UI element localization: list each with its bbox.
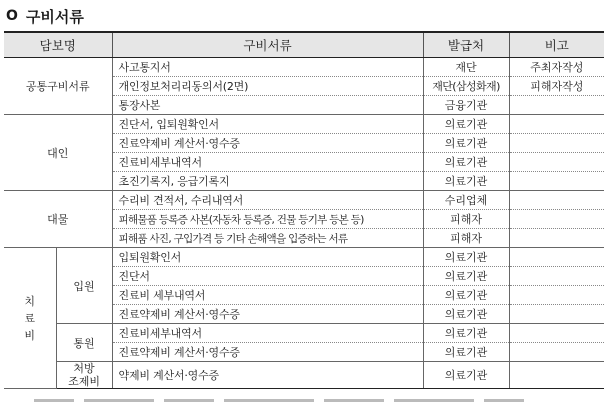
category-medical-expenses xyxy=(4,248,56,389)
document-name: 사고통지서 xyxy=(112,58,423,77)
remark xyxy=(509,115,604,134)
remark xyxy=(509,248,604,267)
subcategory-prescription xyxy=(56,362,112,389)
document-name: 진단서 xyxy=(112,267,423,286)
document-name: 진단서, 입퇴원확인서 xyxy=(112,115,423,134)
remark xyxy=(509,343,604,362)
issuer: 의료기관 xyxy=(423,305,509,324)
document-name: 피해품 사진, 구입가격 등 기타 손해액을 입증하는 서류 xyxy=(112,229,423,248)
category-bodily-injury: 대인 xyxy=(4,115,112,191)
document-name: 입퇴원확인서 xyxy=(112,248,423,267)
remark xyxy=(509,362,604,389)
table-row xyxy=(4,362,604,389)
issuer: 피해자 xyxy=(423,210,509,229)
remark xyxy=(509,191,604,210)
issuer: 재단 xyxy=(423,58,509,77)
issuer: 의료기관 xyxy=(423,343,509,362)
subcategory-inpatient: 입원 xyxy=(56,248,112,324)
remark xyxy=(509,153,604,172)
subcategory-prescription-line: 처방 xyxy=(73,362,95,375)
remark xyxy=(509,324,604,343)
category-property-damage: 대물 xyxy=(4,191,112,248)
document-name: 수리비 견적서, 수리내역서 xyxy=(112,191,423,210)
category-medical-char: 치 xyxy=(24,294,36,308)
category-common: 공통구비서류 xyxy=(4,58,112,115)
header-issuer: 발급처 xyxy=(423,32,509,58)
document-name: 약제비 계산서·영수증 xyxy=(112,362,423,389)
remark: 피해자작성 xyxy=(509,77,604,96)
category-medical-char: 비 xyxy=(24,328,36,342)
header-documents: 구비서류 xyxy=(112,32,423,58)
remark xyxy=(509,229,604,248)
subcategory-outpatient: 통원 xyxy=(56,324,112,362)
issuer: 의료기관 xyxy=(423,248,509,267)
document-name: 초진기록지, 응급기록지 xyxy=(112,172,423,191)
document-name: 진료비 세부내역서 xyxy=(112,286,423,305)
remark: 주최자작성 xyxy=(509,58,604,77)
header-row xyxy=(4,32,604,58)
header-remarks: 비고 xyxy=(509,32,604,58)
document-name: 진료약제비 계산서·영수증 xyxy=(112,134,423,153)
issuer: 의료기관 xyxy=(423,267,509,286)
issuer: 의료기관 xyxy=(423,153,509,172)
table-row xyxy=(4,324,604,343)
issuer: 의료기관 xyxy=(423,362,509,389)
issuer: 피해자 xyxy=(423,229,509,248)
issuer: 금융기관 xyxy=(423,96,509,115)
table-row xyxy=(4,58,604,77)
section-title: 구비서류 xyxy=(25,7,84,26)
section-heading xyxy=(6,5,84,27)
table-row xyxy=(4,115,604,134)
cropped-text-line xyxy=(4,399,605,405)
issuer: 재단(삼성화재) xyxy=(423,77,509,96)
subcategory-prescription-line: 조제비 xyxy=(68,375,100,388)
document-name: 피해물품 등록증 사본(자동차 등록증, 건물 등기부 등본 등) xyxy=(112,210,423,229)
document-name: 진료비세부내역서 xyxy=(112,153,423,172)
issuer: 의료기관 xyxy=(423,172,509,191)
header-coverage: 담보명 xyxy=(4,32,112,58)
issuer: 의료기관 xyxy=(423,286,509,305)
document-name: 개인정보처리리동의서(2면) xyxy=(112,77,423,96)
document-name: 진료비세부내역서 xyxy=(112,324,423,343)
remark xyxy=(509,134,604,153)
document-name: 통장사본 xyxy=(112,96,423,115)
remark xyxy=(509,172,604,191)
issuer: 의료기관 xyxy=(423,324,509,343)
remark xyxy=(509,305,604,324)
table-row xyxy=(4,248,604,267)
issuer: 의료기관 xyxy=(423,115,509,134)
category-medical-char: 료 xyxy=(24,311,36,325)
circle-bullet-icon: O xyxy=(6,8,18,24)
required-documents-table xyxy=(4,31,604,389)
remark xyxy=(509,286,604,305)
document-name: 진료약제비 계산서·영수증 xyxy=(112,305,423,324)
remark xyxy=(509,267,604,286)
remark xyxy=(509,210,604,229)
issuer: 의료기관 xyxy=(423,134,509,153)
remark xyxy=(509,96,604,115)
table-row xyxy=(4,191,604,210)
issuer: 수리업체 xyxy=(423,191,509,210)
document-name: 진료약제비 계산서·영수증 xyxy=(112,343,423,362)
